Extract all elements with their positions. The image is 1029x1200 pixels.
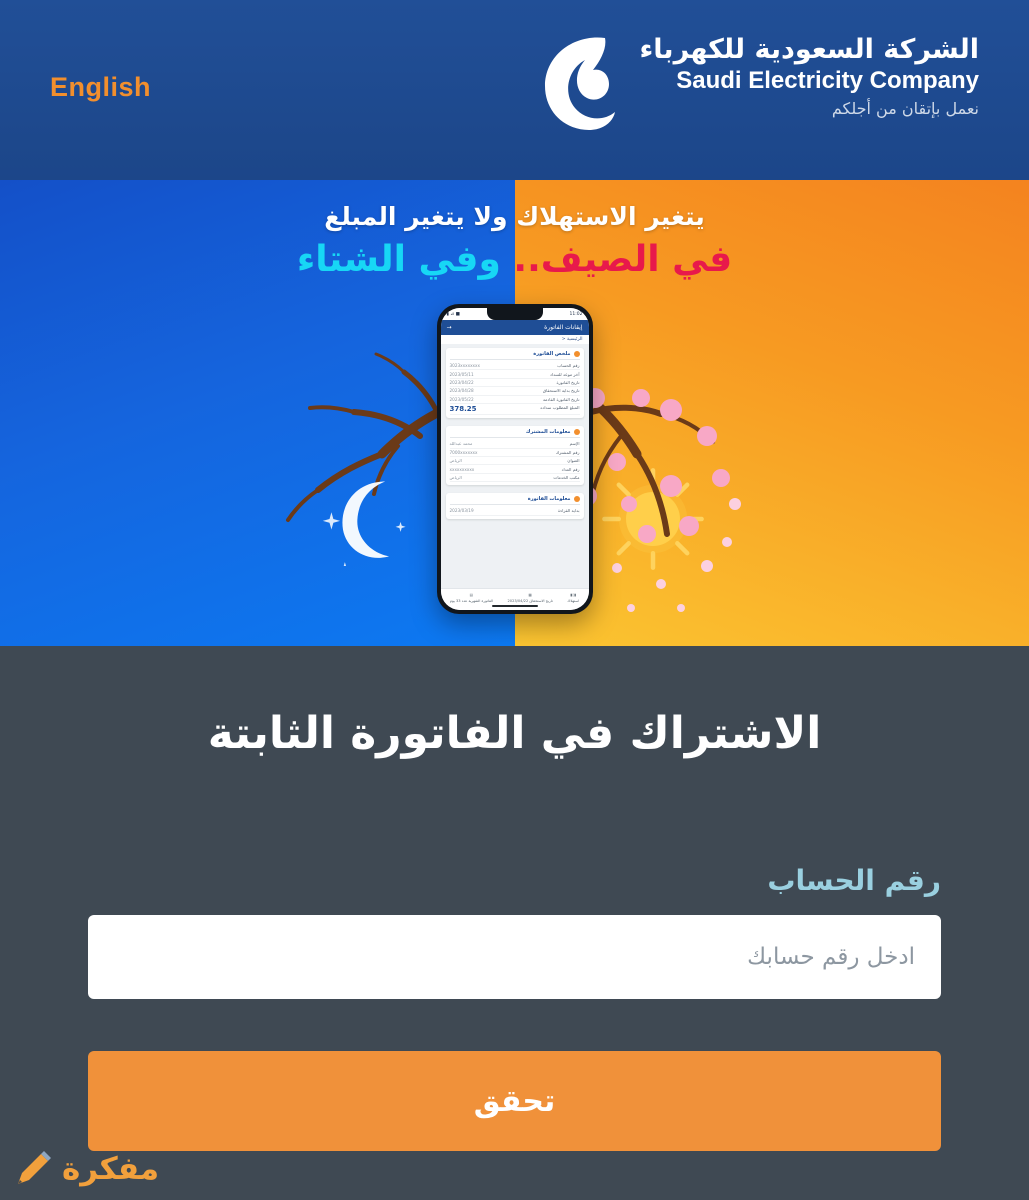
phone-mockup [437, 304, 593, 614]
phone-row: رقم المشترك 7000xxxxxxx [450, 449, 580, 457]
bullet-icon [574, 496, 580, 502]
crescent-moon-icon [318, 470, 414, 566]
phone-card-bill-info [446, 493, 584, 518]
phone-tab-due-date[interactable]: ▦ تاريخ الاستحقاق 2023/04/22 [507, 593, 553, 603]
watermark-text: مفكرة [62, 1151, 160, 1187]
site-header [0, 0, 1029, 180]
brand-name-english: Saudi Electricity Company [676, 67, 979, 95]
phone-card-title [450, 351, 580, 360]
hero-banner [0, 180, 1029, 646]
language-toggle-button[interactable]: English [50, 72, 152, 102]
account-number-label: رقم الحساب [767, 864, 941, 897]
phone-row: الإسم محمد عبدالله [450, 440, 580, 448]
phone-topbar [441, 320, 589, 335]
phone-row: رقم العداد xxxxxxxxxx [450, 465, 580, 473]
phone-topbar-title: إيقانات الفاتورة [544, 324, 583, 331]
chart-icon: ▮▯▮ [570, 593, 577, 598]
bullet-icon [574, 429, 580, 435]
hero-caption-line1: يتغير الاستهلاك ولا يتغير المبلغ [324, 202, 705, 231]
phone-row: تاريخ بداية الاستحقاق 2023/04/28 [450, 387, 580, 395]
phone-screen [441, 308, 589, 610]
watermark [10, 1146, 159, 1192]
pencil-icon [10, 1146, 56, 1192]
phone-row: العنوان الرياض [450, 457, 580, 465]
phone-row: مكتب الخدمات الرياض [450, 474, 580, 482]
subscription-form-section [0, 646, 1029, 1200]
phone-card-title [450, 429, 580, 438]
page-title: الاشتراك في الفاتورة الثابتة [207, 708, 822, 759]
hero-caption-winter: وفي الشتاء [296, 239, 501, 280]
calendar-icon: ▦ [528, 593, 532, 598]
phone-card-bill-summary [446, 348, 584, 418]
phone-row-amount: المبلغ المطلوب سداده 378.25 [450, 404, 580, 415]
phone-tab-monthly-bill[interactable]: ▤ الفاتورة الشهرية عدد 33 يوم [449, 593, 493, 603]
sec-swirl-logo-icon [529, 30, 621, 140]
hero-caption-summer: في الصيف.. [513, 239, 733, 280]
brand-lockup [529, 30, 979, 140]
phone-status-time: 11:02 [569, 311, 583, 317]
phone-row: بداية القراءة 2023/03/19 [450, 507, 580, 515]
phone-tab-consumption[interactable]: ▮▯▮ استهلاك [567, 593, 580, 603]
phone-row: تاريخ الفاتورة 2023/04/22 [450, 379, 580, 387]
verify-button[interactable]: تحقق [88, 1051, 941, 1151]
brand-slogan: نعمل بإتقان من أجلكم [831, 99, 979, 119]
brand-text [639, 30, 979, 122]
brand-name-arabic: الشركة السعودية للكهرباء [639, 34, 979, 65]
phone-card-subscriber-info [446, 426, 584, 485]
account-number-input[interactable] [88, 915, 941, 999]
phone-status-indicators: ■ ⊿ ▮ [446, 311, 460, 317]
bullet-icon [574, 351, 580, 357]
document-icon: ▤ [469, 593, 474, 598]
phone-row: رقم الحساب 3023xxxxxxxx [450, 362, 580, 370]
phone-card2-title-text: معلومات المشترك [525, 429, 571, 436]
phone-row: تاريخ الفاتورة القادمة 2023/05/22 [450, 396, 580, 404]
phone-card3-title-text: معلومات الفاتورة [527, 496, 571, 503]
phone-card-title [450, 496, 580, 505]
phone-card1-title-text: ملخص الفاتورة [533, 351, 571, 357]
phone-notch [487, 308, 543, 320]
phone-breadcrumb[interactable]: الرئيسية < [441, 335, 589, 344]
phone-home-indicator [492, 605, 538, 607]
arrow-back-icon[interactable]: → [446, 324, 452, 331]
phone-row: آخر موعد للسداد 2023/05/11 [450, 370, 580, 378]
